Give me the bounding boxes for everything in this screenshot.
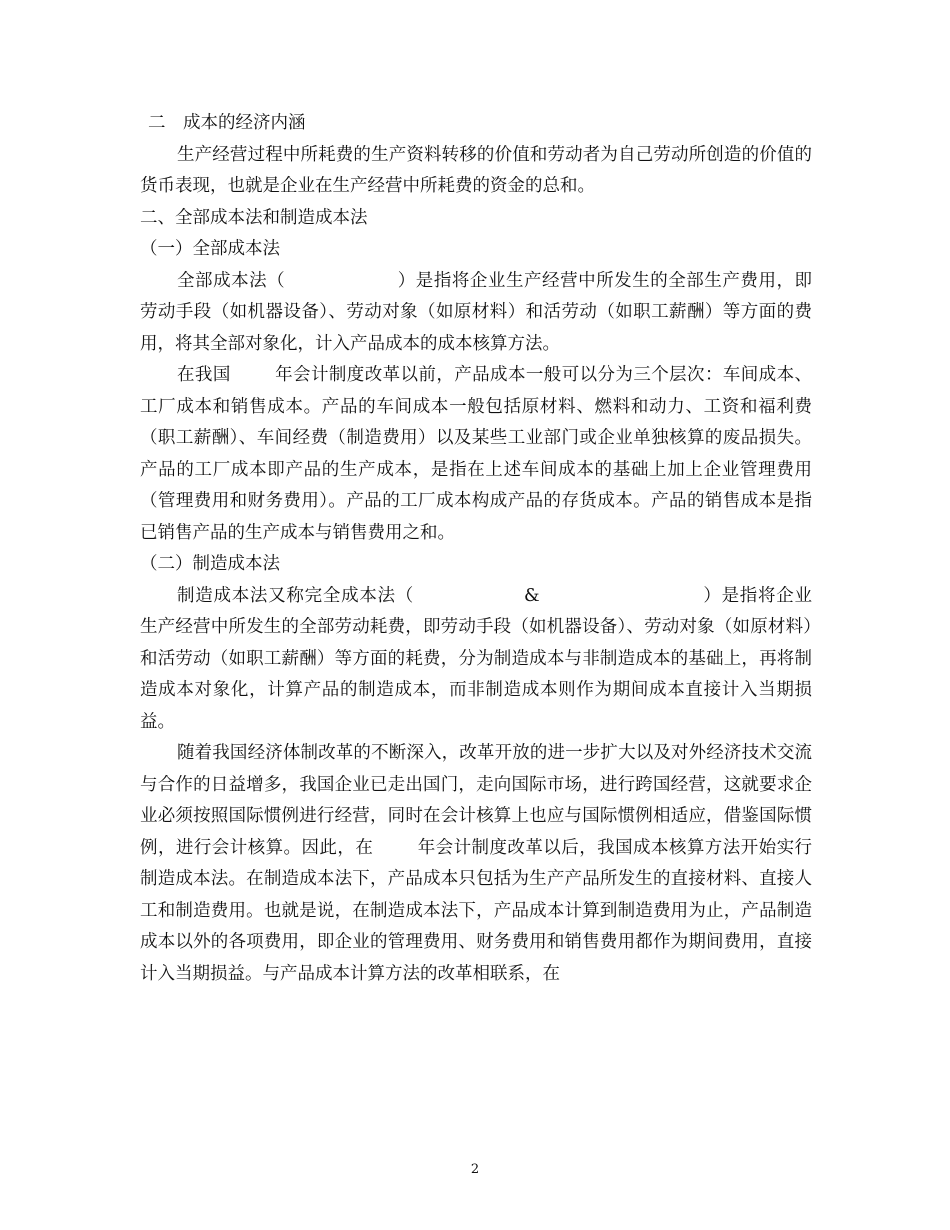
paragraph-text-start: 随着我国经济体制改革的不断深入，改革开放的进一步扩大以及对外经济技术交流与合作的日益增多，我国企业已走出国门，走向国际市场，进行跨国经营，这就要求企业必须按照国际惯例进行经营，同时在会计核算上也应与国际惯例相适应，借鉴国际惯例，进行会计核算。因此，在 — [140, 743, 812, 858]
document-body — [140, 108, 812, 990]
heading-text: （二）制造成本法 — [140, 554, 280, 574]
paragraph-text-start: 在我国 — [177, 365, 231, 385]
heading-text: 二 成本的经济内涵 — [148, 113, 306, 133]
paragraph-text-rest: 年会计制度改革以前，产品成本一般可以分为三个层次：车间成本、工厂成本和销售成本。产品的车间成本一般包括原材料、燃料和动力、工资和福利费（职工薪酬）、车间经费（制造费用）以及某些工业部门或企业单独核算的废品损失。产品的工厂成本即产品的生产成本，是指在上述车间成本的基础上加上企业管理费用（管理费用和财务费用）。产品的工厂成本构成产品的存货成本。产品的销售成本是指已销售产品的生产成本与销售费用之和。 — [140, 365, 813, 543]
page-number: 2 — [470, 1162, 480, 1177]
paragraph-text-rest: ）是指将企业生产经营中所发生的全部劳动耗费，即劳动手段（如机器设备）、劳动对象（如原材料）和活劳动（如职工薪酬）等方面的耗费，分为制造成本与非制造成本的基础上，再将制造成本对象化，计算产品的制造成本，而非制造成本则作为期间成本直接计入当期损益。 — [140, 585, 813, 732]
heading-text: （一）全部成本法 — [140, 239, 280, 259]
paragraph-text-rest: 年会计制度改革以后，我国成本核算方法开始实行制造成本法。在制造成本法下，产品成本只包括为生产产品所发生的直接材料、直接人工和制造费用。也就是说，在制造成本法下，产品成本计算到制造费用为止，产品制造成本以外的各项费用，即企业的管理费用、财务费用和销售费用都作为期间费用，直接计入当期损益。与产品成本计算方法的改革相联系，在 — [140, 837, 813, 984]
paragraph-economic-meaning — [140, 140, 812, 203]
paragraph-pre-reform-costs — [140, 360, 812, 549]
subsection-heading-manufacturing-cost — [140, 549, 812, 581]
paragraph-post-reform — [140, 738, 812, 990]
section-heading-economic-meaning — [140, 108, 812, 140]
ampersand-text: & — [524, 585, 540, 606]
paragraph-text-start: 全部成本法（ — [177, 270, 286, 291]
paragraph-full-cost-definition — [140, 266, 812, 361]
subsection-heading-full-cost — [140, 234, 812, 266]
paragraph-text: 生产经营过程中所耗费的生产资料转移的价值和劳动者为自己劳动所创造的价值的货币表现，也就是企业在生产经营中所耗费的资金的总和。 — [140, 144, 812, 196]
paragraph-text-rest: ）是指将企业生产经营中所发生的全部生产费用，即劳动手段（如机器设备）、劳动对象（如原材料）和活劳动（如职工薪酬）等方面的费用，将其全部对象化，计入产品成本的成本核算方法。 — [140, 270, 813, 354]
paragraph-text-start: 制造成本法又称完全成本法（ — [177, 585, 415, 606]
section-heading-cost-methods — [140, 203, 812, 235]
heading-text: 二、全部成本法和制造成本法 — [140, 207, 368, 228]
paragraph-manufacturing-cost-definition — [140, 581, 812, 739]
